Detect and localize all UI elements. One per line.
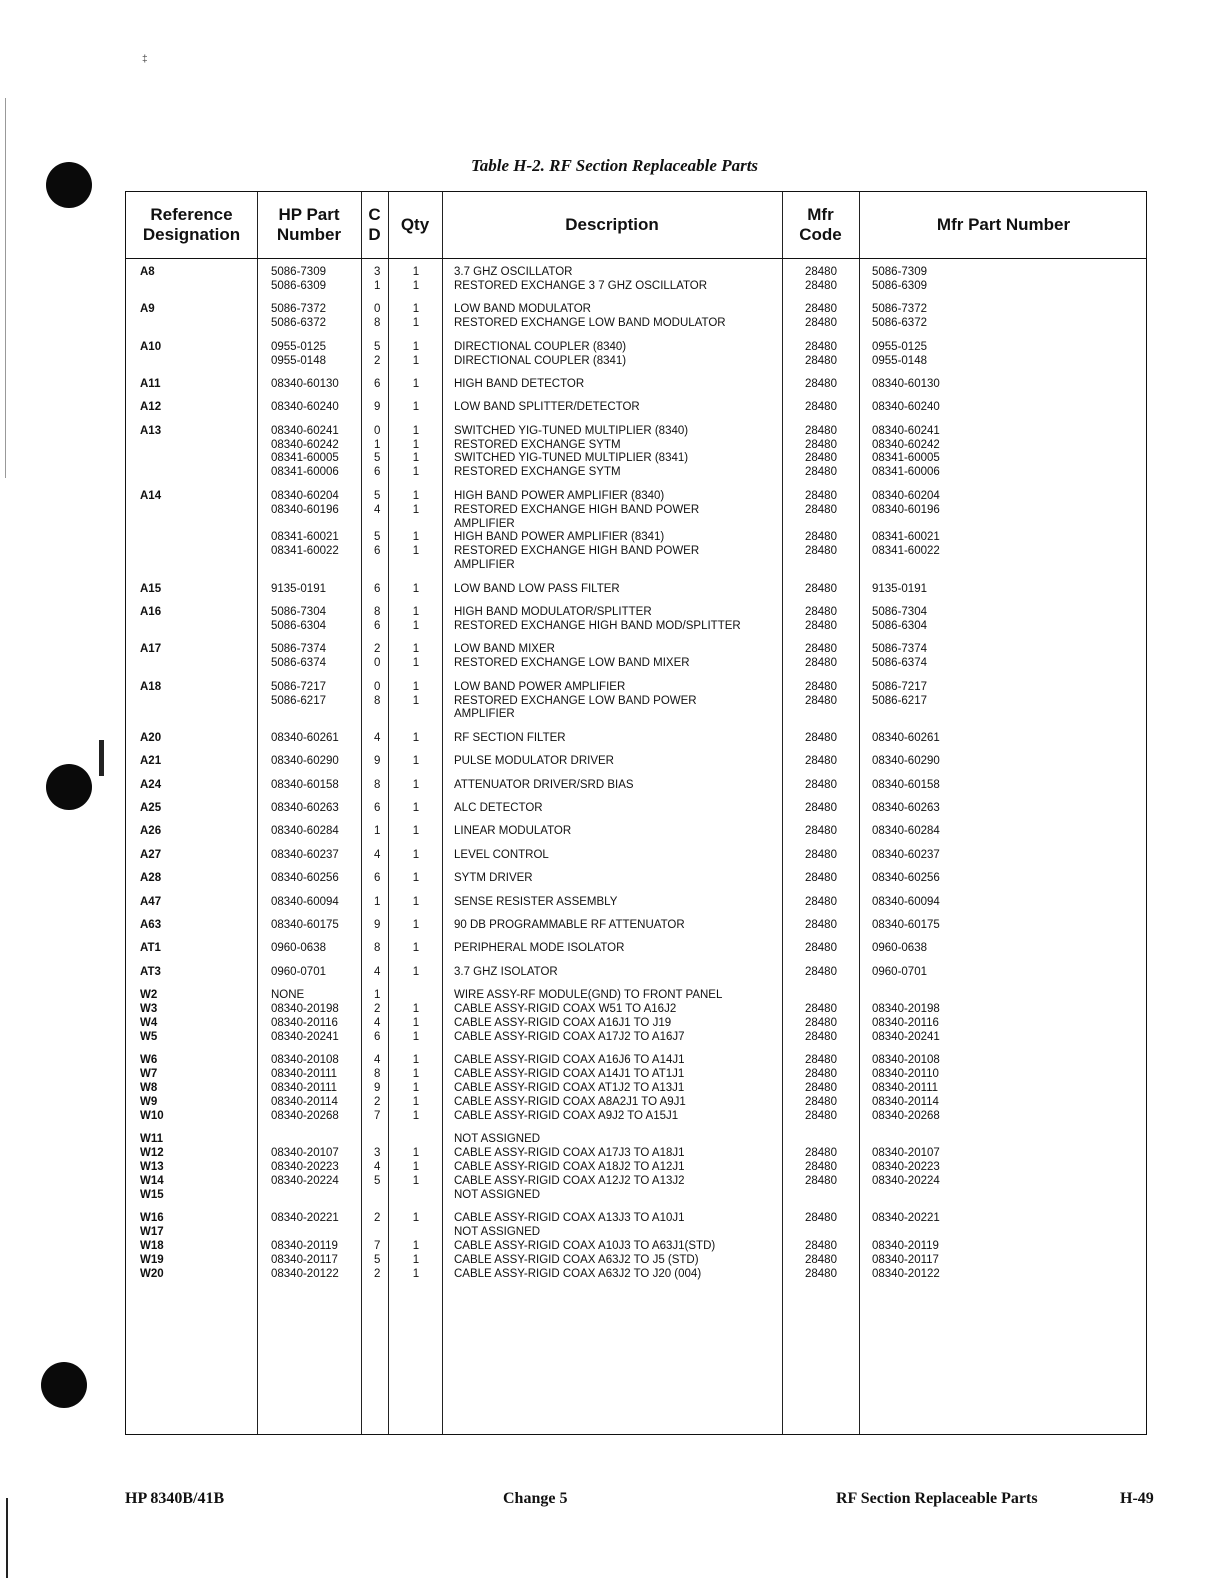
row-hp-part-number: 9135-0191: [271, 582, 326, 595]
row-qty: 1 1: [412, 643, 420, 670]
row-cd: 5 2: [374, 340, 381, 367]
row-qty: 1 1 1: [412, 1003, 420, 1043]
row-mfr-part-number: 9135-0191: [872, 582, 927, 595]
row-mfr-part-number: 5086-7304 5086-6304: [872, 606, 927, 632]
row-ref: A26: [140, 825, 162, 838]
row-cd: 6: [374, 872, 381, 885]
row-description: 3.7 GHZ OSCILLATOR RESTORED EXCHANGE 3 7 GHZ OSCILLATOR: [454, 266, 708, 292]
row-mfr-code: 28480 28480: [805, 266, 837, 292]
row-mfr-part-number: 5086-7217 5086-6217: [872, 680, 927, 707]
table-row: [126, 896, 1146, 910]
row-qty: 1 1 1 1: [412, 1212, 420, 1280]
row-mfr-part-number: 0960-0638: [872, 942, 927, 955]
row-hp-part-number: 5086-7374 5086-6374: [271, 643, 326, 670]
row-cd: 5 4 5 6: [374, 489, 381, 558]
row-mfr-part-number: 08340-60204 08340-60196 08341-60021 08341-60022: [872, 489, 940, 558]
table-row: [126, 825, 1146, 839]
row-ref: A47: [140, 895, 162, 908]
row-mfr-code: 28480 28480: [805, 643, 837, 670]
row-description: SWITCHED YIG-TUNED MULTIPLIER (8340) RESTORED EXCHANGE SYTM SWITCHED YIG-TUNED MULTIPLIER (8341) RESTORED EXCHANGE SYTM: [454, 424, 689, 479]
row-mfr-code: 28480: [805, 582, 837, 595]
row-ref: A63: [140, 918, 162, 931]
row-qty: 1: [412, 848, 420, 861]
row-qty: 1: [412, 778, 420, 791]
row-hp-part-number: 08340-20107 08340-20223 08340-20224: [271, 1147, 339, 1187]
row-mfr-code: 28480 28480: [805, 303, 837, 330]
row-cd: 9: [374, 755, 381, 768]
row-ref: A9: [140, 303, 155, 316]
row-ref: A15: [140, 582, 162, 595]
row-mfr-code: 28480 28480 28480 28480: [805, 424, 837, 479]
edge-line-bottom-left: [6, 1498, 8, 1578]
row-description: LOW BAND LOW PASS FILTER: [454, 582, 620, 595]
row-ref: A20: [140, 731, 162, 744]
row-mfr-code: 28480: [805, 918, 837, 931]
row-cd: 0 8: [374, 303, 381, 330]
table-row: [126, 755, 1146, 769]
row-mfr-code: 28480 28480 28480 28480: [805, 1212, 837, 1280]
row-qty: 1: [412, 401, 420, 414]
row-mfr-part-number: 08340-20108 08340-20110 08340-20111 08340-20114 08340-20268: [872, 1054, 940, 1122]
row-qty: 1: [412, 755, 420, 768]
row-ref: A12: [140, 401, 162, 414]
row-qty: 1: [412, 942, 420, 955]
footer-model: HP 8340B/41B: [125, 1490, 225, 1507]
table-row: [126, 849, 1146, 863]
table-row: [126, 1212, 1146, 1282]
row-ref: A28: [140, 872, 162, 885]
row-mfr-part-number: 08340-60241 08340-60242 08341-60005 08341-60006: [872, 424, 940, 479]
table-body: [126, 266, 1146, 1291]
row-cd: 6: [374, 802, 381, 814]
table-row: [126, 341, 1146, 369]
row-mfr-part-number: 08340-20221 08340-20119 08340-20117 08340-20122: [872, 1212, 940, 1280]
row-cd: 1: [374, 825, 381, 838]
row-ref: A16: [140, 606, 162, 619]
header-hp-part-number: HP Part Number: [276, 205, 342, 244]
row-cd: 4: [374, 848, 381, 861]
table-row: [126, 1133, 1146, 1203]
row-hp-part-number: 08340-20108 08340-20111 08340-20111 08340-20114 08340-20268: [271, 1054, 339, 1122]
row-hp-part-number: 08340-20221 08340-20119 08340-20117 08340-20122: [271, 1212, 339, 1280]
row-cd: 6: [374, 377, 381, 390]
row-cd: 9: [374, 918, 381, 931]
row-cd: 2 0: [374, 643, 381, 670]
row-ref: A27: [140, 848, 162, 861]
row-qty: 1 1: [412, 266, 420, 292]
row-qty: 1: [412, 965, 420, 978]
header-description: Description: [565, 215, 659, 234]
row-ref: A18: [140, 680, 162, 693]
row-description: LOW BAND POWER AMPLIFIER RESTORED EXCHANGE LOW BAND POWER AMPLIFIER: [454, 680, 697, 721]
row-description: ATTENUATOR DRIVER/SRD BIAS: [454, 778, 634, 791]
row-mfr-part-number: 08340-60240: [872, 401, 940, 414]
table-row: [126, 266, 1146, 294]
row-description: 3.7 GHZ ISOLATOR: [454, 965, 558, 978]
table-row: [126, 401, 1146, 415]
table-row: [126, 779, 1146, 793]
row-cd: 0 1 5 6: [374, 424, 381, 479]
row-mfr-code: 28480 28480 28480 28480: [805, 489, 837, 558]
row-qty: 1: [412, 582, 420, 595]
row-description: NOT ASSIGNED CABLE ASSY-RIGID COAX A17J3 TO A18J1 CABLE ASSY-RIGID COAX A18J2 TO A12J1 CABLE ASSY-RIGID COAX A12J2 TO A13J2 NOT ASSIGNED: [454, 1133, 685, 1201]
row-mfr-code: 28480: [805, 802, 837, 814]
row-mfr-part-number: 08340-60130: [872, 377, 940, 390]
row-hp-part-number: 08340-60256: [271, 872, 339, 885]
row-qty: 1 1 1 1: [412, 489, 420, 558]
row-mfr-part-number: 08340-60256: [872, 872, 940, 885]
header-mfr-part-number: Mfr Part Number: [936, 215, 1071, 234]
table-row: [126, 942, 1146, 956]
row-cd: 4: [374, 731, 381, 744]
row-mfr-code: 28480 28480 28480 28480 28480: [805, 1054, 837, 1122]
row-description: RF SECTION FILTER: [454, 731, 566, 744]
row-mfr-code: 28480: [805, 872, 837, 885]
row-description: LOW BAND MODULATOR RESTORED EXCHANGE LOW BAND MODULATOR: [454, 303, 726, 330]
row-mfr-part-number: 5086-7372 5086-6372: [872, 303, 927, 330]
row-cd: 0 8: [374, 680, 381, 707]
header-qty: Qty: [400, 215, 430, 234]
row-qty: 1 1 1: [412, 1147, 420, 1187]
row-ref: AT1: [140, 942, 161, 955]
row-hp-part-number: 08340-60284: [271, 825, 339, 838]
row-hp-part-number: 08340-60130: [271, 377, 339, 390]
row-ref: W6 W7 W8 W9 W10: [140, 1054, 164, 1122]
row-cd: 2 7 5 2: [374, 1212, 381, 1280]
row-description: PULSE MODULATOR DRIVER: [454, 755, 614, 768]
row-hp-part-number: 0960-0701: [271, 965, 326, 978]
row-mfr-code: 28480: [805, 401, 837, 414]
row-mfr-part-number: 08340-60158: [872, 778, 940, 791]
table-row: [126, 1054, 1146, 1124]
footer-section: RF Section Replaceable Parts: [836, 1490, 1038, 1507]
binder-hole-bottom: [41, 1362, 87, 1408]
row-mfr-code: 28480 28480: [805, 680, 837, 707]
row-hp-part-number: 08340-60094: [271, 895, 339, 908]
table-row: [126, 989, 1146, 1045]
table-row: [126, 802, 1146, 816]
row-ref: A21: [140, 755, 162, 768]
row-ref: W11 W12 W13 W14 W15: [140, 1133, 164, 1201]
row-qty: 1: [412, 377, 420, 390]
row-hp-part-number: 5086-7309 5086-6309: [271, 266, 326, 292]
row-description: CABLE ASSY-RIGID COAX A16J6 TO A14J1 CABLE ASSY-RIGID COAX A14J1 TO AT1J1 CABLE ASSY-RIGID COAX AT1J2 TO A13J1 CABLE ASSY-RIGID COAX A8A2J1 TO A9J1 CABLE ASSY-RIGID COAX A9J2 TO A15J1: [454, 1054, 686, 1122]
row-mfr-part-number: 08340-60261: [872, 731, 940, 744]
row-cd: 8: [374, 942, 381, 955]
row-mfr-part-number: 5086-7374 5086-6374: [872, 643, 927, 670]
row-cd: 9: [374, 401, 381, 414]
row-hp-part-number: 5086-7372 5086-6372: [271, 303, 326, 330]
table-row: [126, 425, 1146, 481]
table-row: [126, 490, 1146, 573]
row-mfr-part-number: 0960-0701: [872, 965, 927, 978]
table-row: [126, 378, 1146, 392]
row-description: HIGH BAND DETECTOR: [454, 377, 585, 390]
row-mfr-part-number: 08340-60094: [872, 895, 940, 908]
row-mfr-part-number: 08340-60263: [872, 802, 940, 814]
row-description: CABLE ASSY-RIGID COAX A13J3 TO A10J1 NOT ASSIGNED CABLE ASSY-RIGID COAX A10J3 TO A63J1(STD) CABLE ASSY-RIGID COAX A63J2 TO J5 (STD) CABLE ASSY-RIGID COAX A63J2 TO J20 (004): [454, 1212, 716, 1280]
row-qty: 1: [412, 872, 420, 885]
header-rule: [126, 258, 1146, 259]
row-mfr-code: 28480: [805, 377, 837, 390]
row-mfr-part-number: 08340-60175: [872, 918, 940, 931]
row-description: HIGH BAND POWER AMPLIFIER (8340) RESTORED EXCHANGE HIGH BAND POWER AMPLIFIER HIGH BAND POWER AMPLIFIER (8341) RESTORED EXCHANGE HIGH BAND POWER AMPLIFIER: [454, 489, 700, 572]
row-ref: A14: [140, 489, 162, 502]
row-hp-part-number: 08340-60175: [271, 918, 339, 931]
row-description: 90 DB PROGRAMMABLE RF ATTENUATOR: [454, 918, 685, 931]
row-mfr-part-number: 0955-0125 0955-0148: [872, 340, 927, 367]
row-mfr-code: 28480 28480: [805, 606, 837, 632]
row-hp-part-number: 5086-7217 5086-6217: [271, 680, 326, 707]
table-row: [126, 919, 1146, 933]
binder-hole-middle: [46, 764, 92, 810]
table-row: [126, 966, 1146, 980]
row-cd: 8 6: [374, 606, 381, 632]
row-qty: 1: [412, 825, 420, 838]
row-mfr-code: 28480 28480 28480: [805, 1147, 837, 1187]
row-description: LOW BAND SPLITTER/DETECTOR: [454, 401, 640, 414]
row-mfr-code: 28480: [805, 848, 837, 861]
row-cd: 3 1: [374, 266, 381, 292]
row-ref: A25: [140, 802, 162, 814]
row-description: LINEAR MODULATOR: [454, 825, 572, 838]
footer-page-number: H-49: [1120, 1490, 1154, 1507]
header-cd: C D: [368, 205, 381, 244]
row-mfr-code: 28480: [805, 965, 837, 978]
row-qty: 1 1: [412, 606, 420, 632]
table-row: [126, 583, 1146, 597]
row-description: LEVEL CONTROL: [454, 848, 549, 861]
row-mfr-part-number: 08340-60290: [872, 755, 940, 768]
row-hp-part-number: 08340-60158: [271, 778, 339, 791]
row-qty: 1 1: [412, 303, 420, 330]
row-ref: A17: [140, 643, 162, 656]
edge-line-left: [5, 98, 6, 478]
row-cd: 3 4 5: [374, 1147, 381, 1187]
row-hp-part-number: NONE 08340-20198 08340-20116 08340-20241: [271, 989, 339, 1043]
header-reference-designation: Reference Designation: [142, 205, 241, 244]
row-mfr-part-number: 5086-7309 5086-6309: [872, 266, 927, 292]
row-description: LOW BAND MIXER RESTORED EXCHANGE LOW BAND MIXER: [454, 643, 690, 670]
row-ref: A11: [140, 377, 161, 390]
row-ref: W2 W3 W4 W5: [140, 989, 158, 1043]
row-mfr-code: 28480 28480: [805, 340, 837, 367]
row-cd: 4 8 9 2 7: [374, 1054, 381, 1122]
row-cd: 8: [374, 778, 381, 791]
row-cd: 4: [374, 965, 381, 978]
row-ref: A13: [140, 424, 162, 437]
row-mfr-code: 28480: [805, 825, 837, 838]
table-caption: Table H-2. RF Section Replaceable Parts: [470, 156, 759, 175]
row-description: DIRECTIONAL COUPLER (8340) DIRECTIONAL COUPLER (8341): [454, 340, 627, 367]
row-mfr-part-number: 08340-60237: [872, 848, 940, 861]
table-row: [126, 872, 1146, 886]
row-description: ALC DETECTOR: [454, 802, 543, 814]
row-mfr-code: 28480: [805, 731, 837, 744]
row-cd: 1 2 4 6: [374, 989, 381, 1043]
row-description: HIGH BAND MODULATOR/SPLITTER RESTORED EXCHANGE HIGH BAND MOD/SPLITTER: [454, 606, 741, 632]
row-qty: 1 1 1 1 1: [412, 1054, 420, 1122]
row-description: SENSE RESISTER ASSEMBLY: [454, 895, 618, 908]
row-qty: 1: [412, 802, 420, 814]
row-hp-part-number: 0955-0125 0955-0148: [271, 340, 326, 367]
row-qty: 1 1 1 1: [412, 424, 420, 479]
row-qty: 1 1: [412, 680, 420, 707]
table-row: [126, 681, 1146, 723]
row-mfr-part-number: 08340-60284: [872, 825, 940, 838]
row-mfr-code: 28480: [805, 778, 837, 791]
row-ref: A10: [140, 340, 162, 353]
row-hp-part-number: 08340-60204 08340-60196 08341-60021 08341-60022: [271, 489, 339, 558]
row-hp-part-number: 08340-60240: [271, 401, 339, 414]
row-hp-part-number: 5086-7304 5086-6304: [271, 606, 326, 632]
row-description: PERIPHERAL MODE ISOLATOR: [454, 942, 625, 955]
row-qty: 1: [412, 895, 420, 908]
row-description: SYTM DRIVER: [454, 872, 533, 885]
row-hp-part-number: 08340-60237: [271, 848, 339, 861]
row-mfr-part-number: 08340-20198 08340-20116 08340-20241: [872, 1003, 940, 1043]
row-qty: 1: [412, 918, 420, 931]
row-mfr-code: 28480: [805, 942, 837, 955]
row-cd: 1: [374, 895, 381, 908]
row-ref: A24: [140, 778, 162, 791]
table-row: [126, 643, 1146, 671]
row-mfr-code: 28480: [805, 755, 837, 768]
footer-change: Change 5: [503, 1490, 568, 1507]
row-hp-part-number: 08340-60261: [271, 731, 339, 744]
table-row: [126, 606, 1146, 634]
row-hp-part-number: 0960-0638: [271, 942, 326, 955]
margin-mark: [99, 740, 104, 776]
parts-table: [125, 191, 1147, 1435]
table-row: [126, 732, 1146, 746]
row-mfr-part-number: 08340-20107 08340-20223 08340-20224: [872, 1147, 940, 1187]
row-hp-part-number: 08340-60263: [271, 802, 339, 814]
row-ref: A8: [140, 266, 155, 278]
row-cd: 6: [374, 582, 381, 595]
table-row: [126, 303, 1146, 331]
row-ref: W16 W17 W18 W19 W20: [140, 1212, 164, 1280]
row-description: WIRE ASSY-RF MODULE(GND) TO FRONT PANEL CABLE ASSY-RIGID COAX W51 TO A16J2 CABLE ASSY-RIGID COAX A16J1 TO J19 CABLE ASSY-RIGID COAX A17J2 TO A16J7: [454, 989, 723, 1043]
header-mfr-code: Mfr Code: [799, 205, 842, 244]
stray-mark: ‡: [142, 54, 148, 65]
row-qty: 1: [412, 731, 420, 744]
row-mfr-code: 28480 28480 28480: [805, 1003, 837, 1043]
row-hp-part-number: 08340-60290: [271, 755, 339, 768]
row-mfr-code: 28480: [805, 895, 837, 908]
row-ref: AT3: [140, 965, 161, 978]
row-hp-part-number: 08340-60241 08340-60242 08341-60005 08341-60006: [271, 424, 339, 479]
row-qty: 1 1: [412, 340, 420, 367]
